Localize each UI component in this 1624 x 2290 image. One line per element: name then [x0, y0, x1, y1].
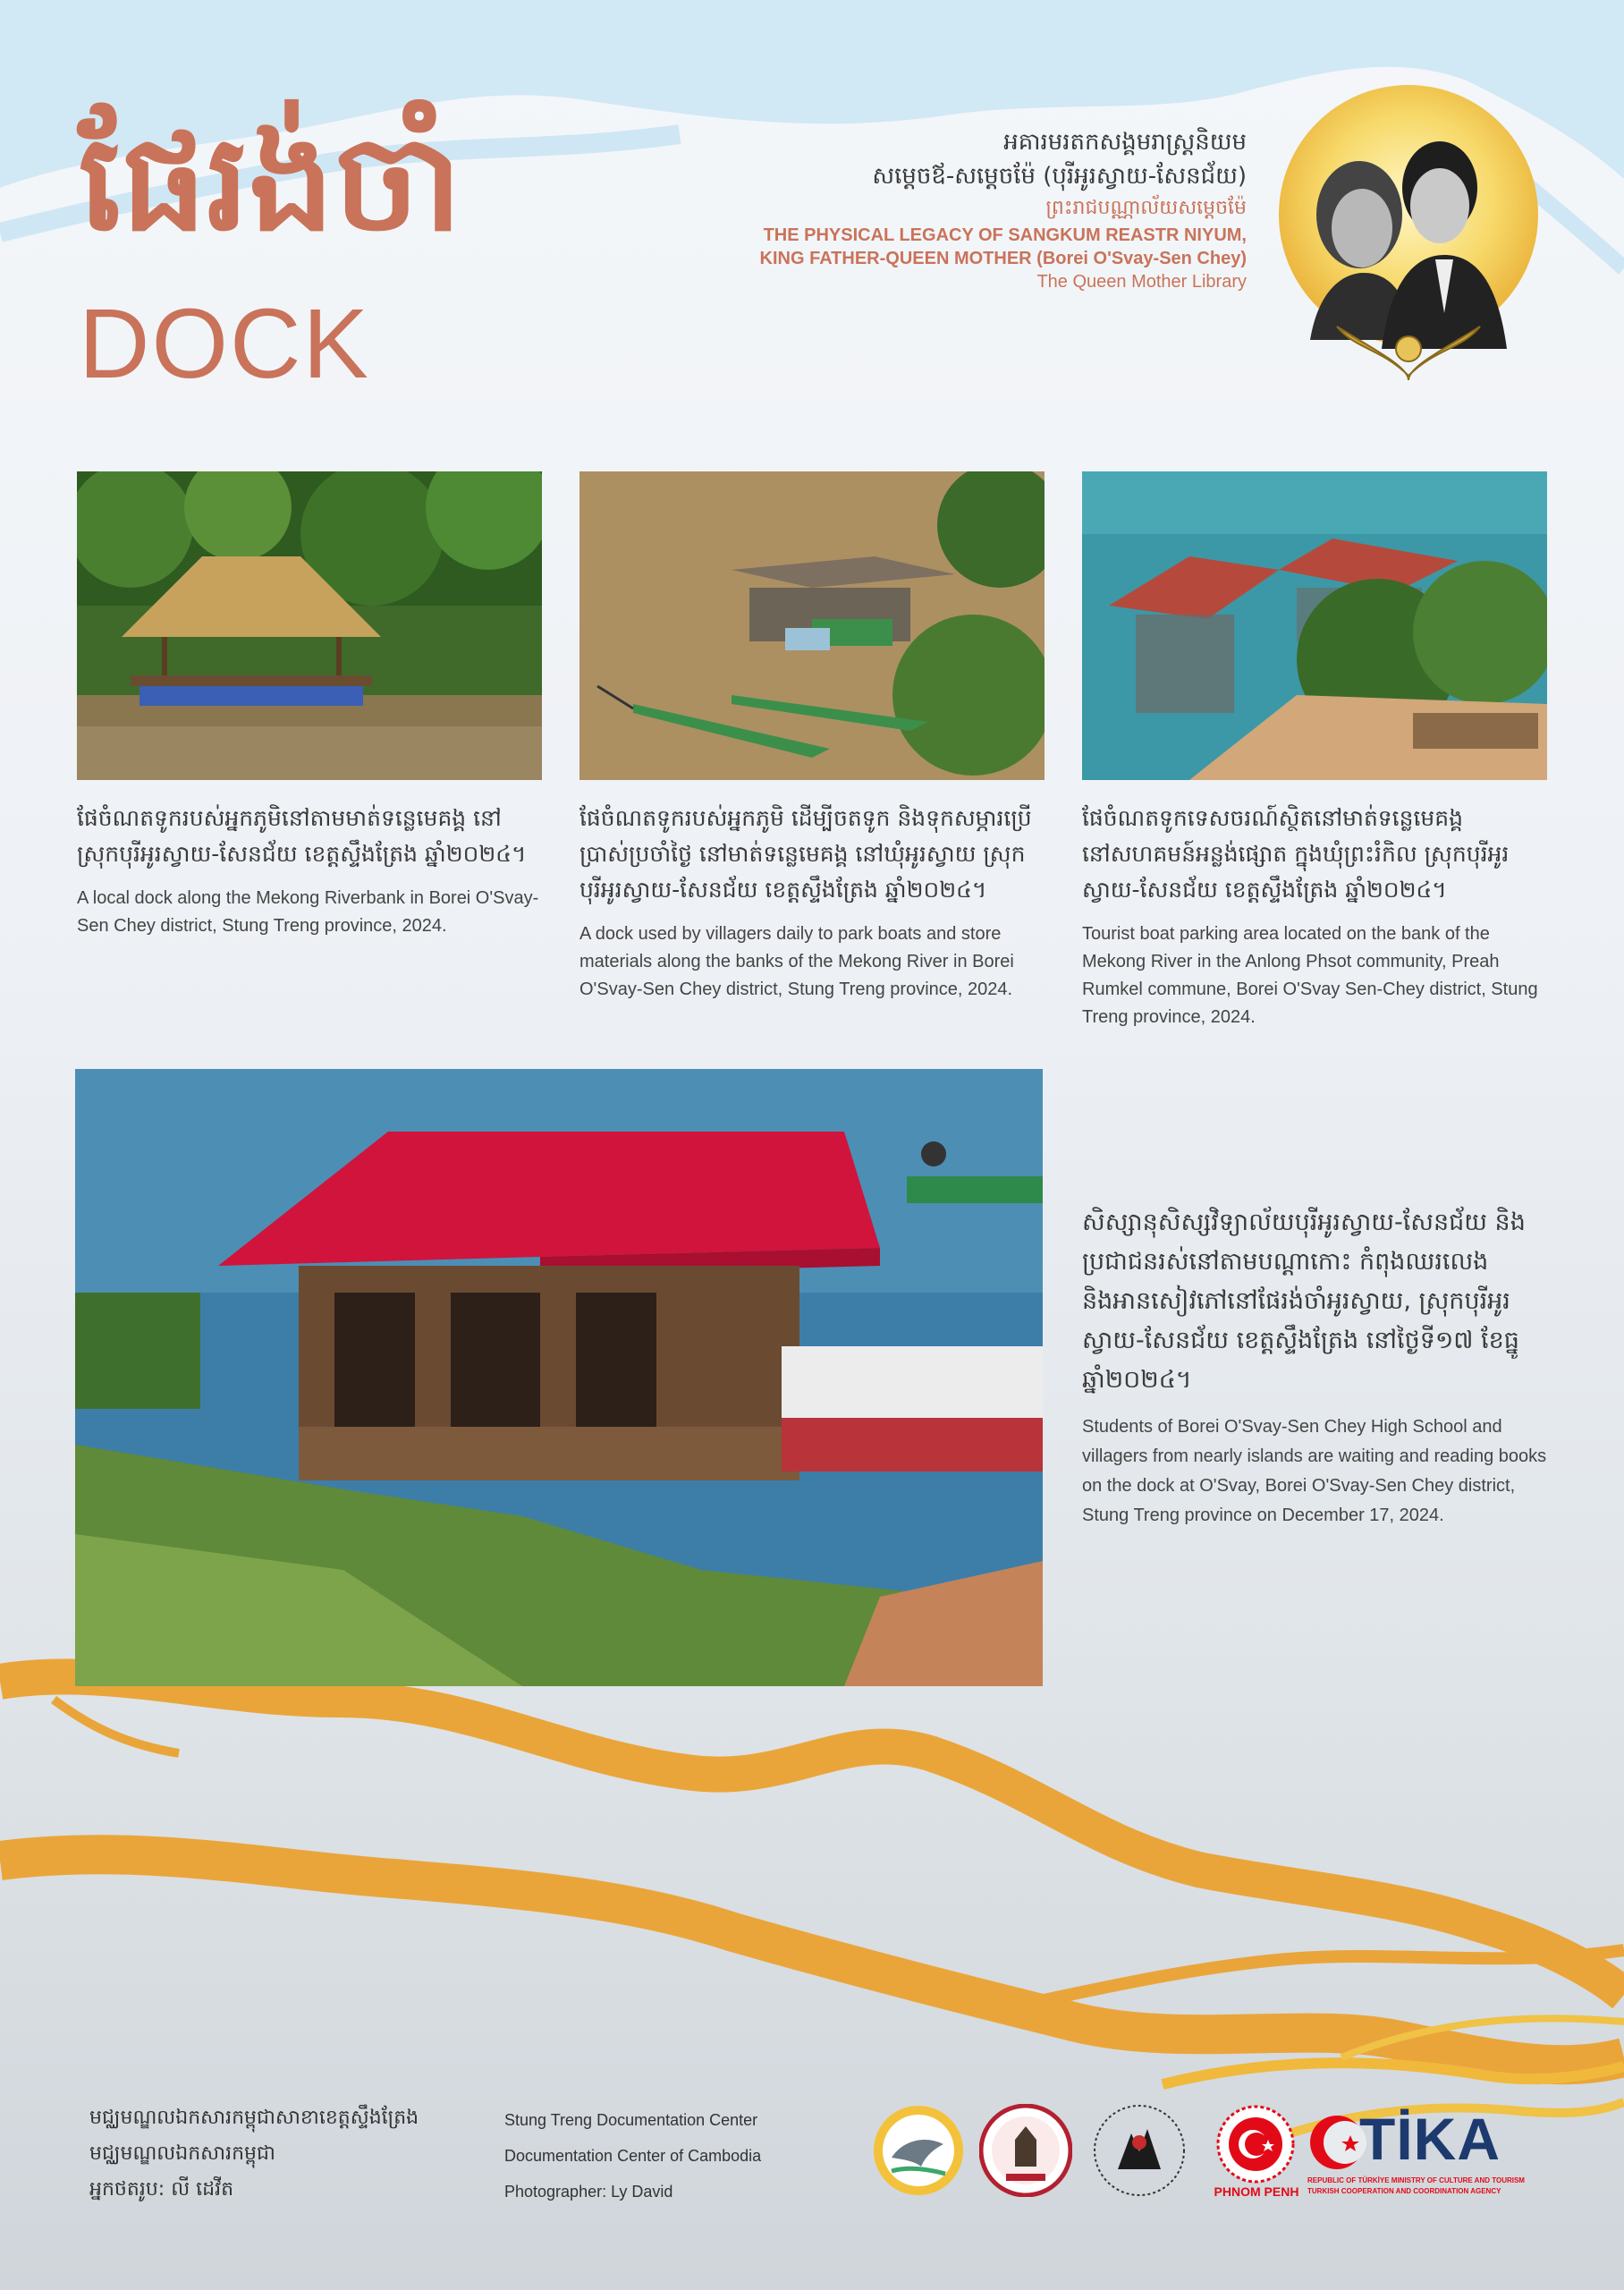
photo-tourist-dock [1082, 471, 1547, 780]
header-english-line2: KING FATHER-QUEEN MOTHER (Borei O'Svay-Sen Chey) [759, 249, 1247, 268]
title-khmer: ផែរង់ចាំ [79, 106, 462, 261]
header-khmer-line3: ព្រះរាជបណ្ណាល័យសម្តេចម៉ែ [1045, 197, 1247, 219]
caption-photo-3-english: Tourist boat parking area located on the bank of the Mekong River in the Anlong Phsot community, Preah Rumkel commune, Borei O'Svay Sen-Chey district, Stung Treng province, 2024. [1082, 924, 1538, 1027]
portrait-medallion [1274, 81, 1543, 385]
caption-main-photo [1082, 1203, 1547, 1531]
header-khmer-line2: សម្តេចឪ-សម្តេចម៉ែ (បុរីអូរស្វាយ-សែនជ័យ) [872, 163, 1247, 190]
title-english: DOCK [79, 289, 370, 399]
caption-photo-3-khmer: ផែចំណតទូកទេសចរណ៍ស្ថិតនៅមាត់ទន្លេមេគង្គ នៅសហគមន៍អន្លង់ផ្សោត ក្នុងឃុំព្រះរំកិល ស្រុកបុរីអូរស្វាយ-សែនជ័យ ខេត្តស្ទឹងត្រែង ឆ្នាំ២០២៤។ [1082, 805, 1510, 903]
footer-english-line3: Photographer: Ly David [504, 2183, 673, 2201]
caption-photo-1-khmer: ផែចំណតទូករបស់អ្នកភូមិនៅតាមមាត់ទន្លេមេគង្គ នៅស្រុកបុរីអូរស្វាយ-សែនជ័យ ខេត្តស្ទឹងត្រែង ឆ្នាំ២០២៤។ [77, 805, 527, 867]
footer-khmer-line1: មជ្ឈមណ្ឌលឯកសារកម្ពុជាសាខាខេត្តស្ទឹងត្រែង [89, 2107, 419, 2129]
caption-photo-1 [77, 801, 542, 940]
photo-students-dock [75, 1069, 1043, 1686]
museum-logo [979, 2104, 1072, 2197]
tika-subtitle-2: TURKISH COOPERATION AND COORDINATION AGENCY [1307, 2187, 1501, 2195]
tika-subtitle-1: REPUBLIC OF TÜRKİYE MINISTRY OF CULTURE AND TOURISM [1307, 2176, 1525, 2184]
caption-photo-3 [1082, 801, 1547, 1031]
header-english-line1: THE PHYSICAL LEGACY OF SANGKUM REASTR NIYUM, [763, 225, 1247, 245]
caption-photo-2-english: A dock used by villagers daily to park boats and store materials along the banks of the Mekong River in Borei O'Svay-Sen Chey district, Stung Treng province, 2024. [579, 924, 1014, 999]
dc-cam-logo [1091, 2102, 1188, 2199]
caption-main-english: Students of Borei O'Svay-Sen Chey High School and villagers from nearly islands are waiting and reading books on the dock at O'Svay, Borei O'Svay-Sen Chey district, Stung Treng province on December 17, 2024. [1082, 1417, 1547, 1525]
photo-village-dock [579, 471, 1045, 780]
tika-logo: TİKA [1359, 2106, 1501, 2172]
dolphin-logo [872, 2104, 965, 2197]
header-khmer-line1: អគារមរតកសង្គមរាស្ត្រនិយម [1003, 129, 1247, 156]
turkish-embassy-logo [1209, 2104, 1302, 2184]
footer-english-line2: Documentation Center of Cambodia [504, 2147, 762, 2165]
caption-main-khmer: សិស្សានុសិស្សវិទ្យាល័យបុរីអូរស្វាយ-សែនជ័យ និងប្រជាជនរស់នៅតាមបណ្តាកោះ កំពុងឈរលេង និងអានសៀវភៅនៅផែរង់ចាំអូរស្វាយ, ស្រុកបុរីអូរស្វាយ-សែនជ័យ ខេត្តស្ទឹងត្រែង នៅថ្ងៃទី១៧ ខែធ្នូ ឆ្នាំ២០២៤។ [1082, 1209, 1526, 1394]
header-block [531, 125, 1247, 293]
caption-photo-2 [579, 801, 1045, 1004]
footer-khmer-line3: អ្នកថតរូប: លី ដេវីត [89, 2178, 234, 2201]
footer-khmer-block [89, 2100, 419, 2208]
footer-english-block [504, 2102, 761, 2209]
photo-local-dock [77, 471, 542, 780]
caption-photo-1-english: A local dock along the Mekong Riverbank in Borei O'Svay-Sen Chey district, Stung Treng province, 2024. [77, 888, 539, 936]
phnom-penh-label: PHNOM PENH [1214, 2184, 1299, 2199]
footer-english-line1: Stung Treng Documentation Center [504, 2111, 758, 2129]
footer-khmer-line2: មជ្ឈមណ្ឌលឯកសារកម្ពុជា [89, 2142, 275, 2165]
header-english-line3: The Queen Mother Library [1036, 272, 1247, 292]
caption-photo-2-khmer: ផែចំណតទូករបស់អ្នកភូមិ ដើម្បីចតទូក និងទុកសម្ភារប្រើប្រាស់ប្រចាំថ្ងៃ នៅមាត់ទន្លេមេគង្គ នៅឃុំអូរស្វាយ ស្រុកបុរីអូរស្វាយ-សែនជ័យ ខេត្តស្ទឹងត្រែង ឆ្នាំ២០២៤។ [579, 805, 1032, 903]
